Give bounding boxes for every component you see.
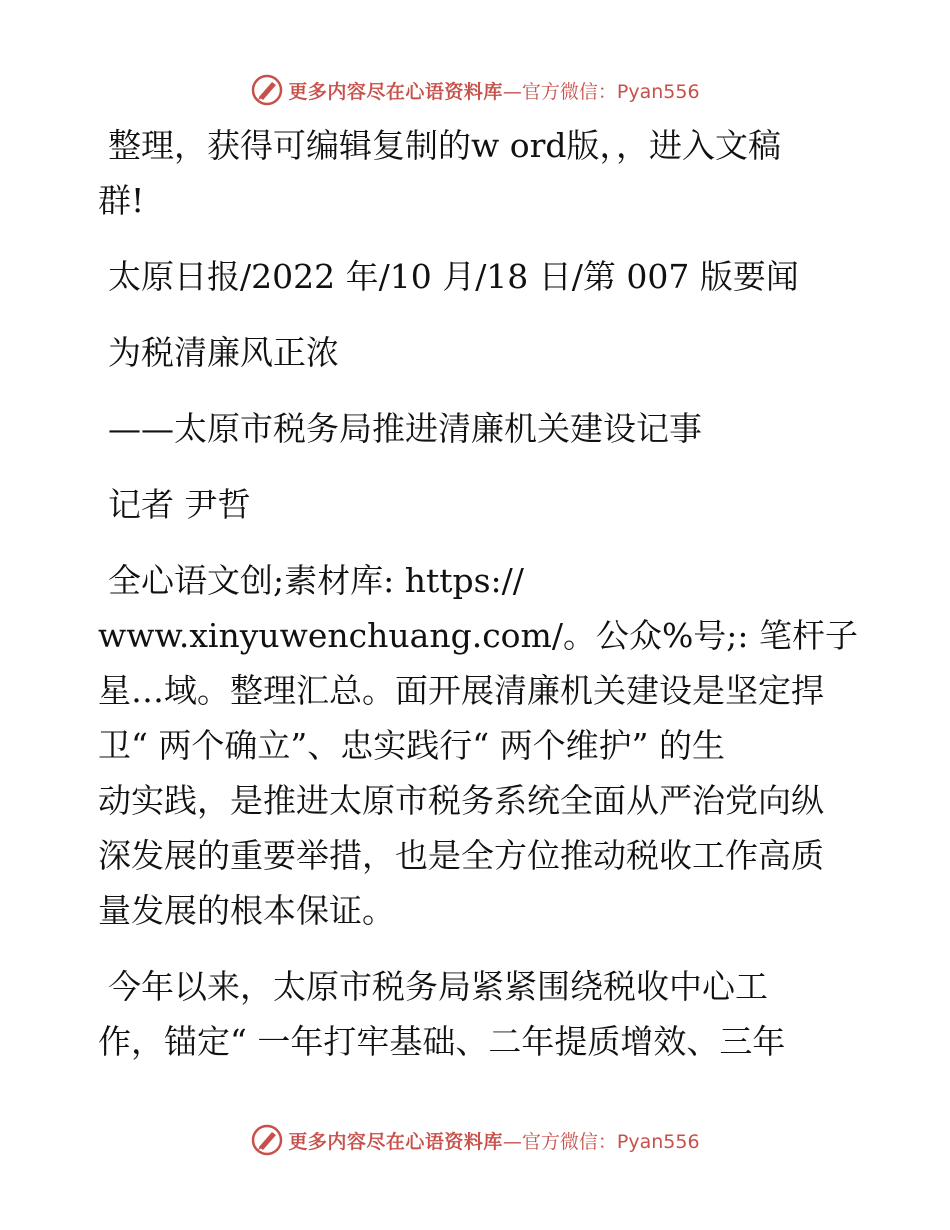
article-title — [98, 325, 858, 380]
text-line: www.xinyuwenchuang.com/。公众%号;: 笔杆子 — [98, 616, 859, 655]
watermark-contact-text: —官方微信：Pyan556 — [502, 1130, 700, 1153]
watermark-site-text: 更多内容尽在心语资料库 — [288, 80, 503, 103]
paragraph-body-2 — [98, 959, 858, 1069]
brush-logo-icon — [250, 1123, 284, 1157]
text-line: 星…域。整理汇总。面开展清廉机关建设是坚定捍 — [98, 671, 824, 710]
footer-watermark — [0, 1120, 950, 1160]
text-line: 全心语文创;素材库: https:// — [108, 561, 524, 600]
watermark-contact-text: —官方微信：Pyan556 — [502, 80, 700, 103]
paragraph-source — [98, 249, 858, 304]
paragraph-intro — [98, 118, 858, 228]
text-line: 太原日报/2022 年/10 月/18 日/第 007 版要闻 — [108, 257, 799, 296]
text-line: 记者 尹哲 — [108, 485, 251, 524]
text-line: 深发展的重要举措，也是全方位推动税收工作高质 — [98, 836, 824, 875]
text-line: 群! — [98, 181, 145, 220]
text-line: 量发展的根本保证。 — [98, 891, 395, 930]
document-body — [98, 118, 858, 1069]
text-line: ——太原市税务局推进清廉机关建设记事 — [108, 409, 702, 448]
article-subtitle — [98, 401, 858, 456]
watermark-site-text: 更多内容尽在心语资料库 — [288, 1130, 503, 1153]
paragraph-body-1 — [98, 553, 858, 938]
text-line: 卫“ 两个确立”、忠实践行“ 两个维护” 的生 — [98, 726, 725, 765]
text-line: 作，锚定“ 一年打牢基础、二年提质增效、三年 — [98, 1022, 786, 1061]
text-line: 今年以来，太原市税务局紧紧围绕税收中心工 — [108, 967, 768, 1006]
article-byline — [98, 477, 858, 532]
text-line: 动实践，是推进太原市税务系统全面从严治党向纵 — [98, 781, 824, 820]
brush-logo-icon — [250, 73, 284, 107]
text-line: 整理，获得可编辑复制的w ord版，，进入文稿 — [108, 126, 782, 165]
header-watermark — [0, 70, 950, 110]
text-line: 为税清廉风正浓 — [108, 333, 339, 372]
